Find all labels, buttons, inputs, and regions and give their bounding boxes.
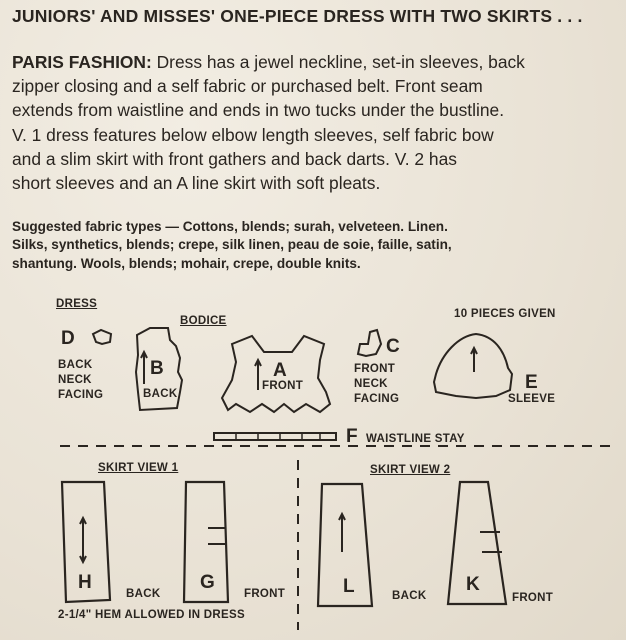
fabric-line: Silks, synthetics, blends; crepe, silk linen, peau de soie, faille, satin,: [12, 237, 452, 253]
piece-f-name: WAISTLINE STAY: [366, 433, 465, 445]
piece-c-caption-line: FRONT: [354, 363, 396, 375]
fabric-label: Suggested fabric types: [12, 219, 162, 234]
description-line: zipper closing and a self fabric or purchased belt. Front seam: [12, 76, 483, 97]
piece-d-caption-line: FACING: [58, 389, 104, 401]
piece-e-letter: E: [525, 372, 538, 393]
piece-d-letter: D: [61, 328, 75, 349]
description-label: PARIS FASHION:: [12, 52, 152, 72]
hem-note: 2-1/4" HEM ALLOWED IN DRESS: [58, 609, 245, 621]
piece-h-letter: H: [78, 572, 92, 593]
piece-f-shape: [214, 433, 336, 440]
pieces-given-label: 10 PIECES GIVEN: [454, 308, 556, 320]
fabric-line: shantung. Wools, blends; mohair, crepe, double knits.: [12, 255, 361, 271]
skirt-view-2-label: SKIRT VIEW 2: [370, 464, 451, 476]
piece-a-letter: A: [273, 360, 287, 381]
piece-d-caption: [58, 358, 103, 403]
piece-d-shape: [93, 330, 111, 344]
piece-a-name: FRONT: [262, 380, 304, 392]
dress-label: DRESS: [56, 298, 98, 310]
piece-c-caption-line: FACING: [354, 393, 400, 405]
piece-c-letter: C: [386, 336, 400, 357]
piece-k-letter: K: [466, 574, 480, 595]
description-line: extends from waistline and ends in two tucks under the bustline.: [12, 100, 505, 121]
piece-c-shape: [358, 330, 381, 356]
description-line: V. 1 dress features below elbow length sleeves, self fabric bow: [12, 124, 494, 145]
skirt-1-back-label: BACK: [126, 588, 161, 600]
piece-c-caption: [354, 362, 399, 407]
piece-l-letter: L: [343, 576, 355, 597]
piece-b-name: BACK: [143, 388, 178, 400]
skirt-2-back-label: BACK: [392, 590, 427, 602]
piece-e-name: SLEEVE: [508, 393, 556, 405]
piece-f-letter: F: [346, 426, 358, 447]
bodice-label: BODICE: [180, 315, 227, 327]
piece-c-caption-line: NECK: [354, 378, 388, 390]
heading: JUNIORS' AND MISSES' ONE-PIECE DRESS WITH TWO SKIRTS . . .: [12, 6, 583, 26]
piece-d-caption-line: NECK: [58, 374, 92, 386]
skirt-2-front-label: FRONT: [512, 592, 554, 604]
description-line: short sleeves and an A line skirt with soft pleats.: [12, 173, 381, 194]
skirt-view-1-label: SKIRT VIEW 1: [98, 462, 179, 474]
description-line: and a slim skirt with front gathers and back darts. V. 2 has: [12, 148, 457, 169]
piece-g-letter: G: [200, 572, 215, 593]
piece-b-letter: B: [150, 358, 164, 379]
fabric-line: — Cottons, blends; surah, velveteen. Linen.: [161, 219, 448, 234]
description-line: Dress has a jewel neckline, set-in sleeves, back: [151, 52, 525, 72]
skirt-1-front-label: FRONT: [244, 588, 286, 600]
piece-d-caption-line: BACK: [58, 359, 93, 371]
